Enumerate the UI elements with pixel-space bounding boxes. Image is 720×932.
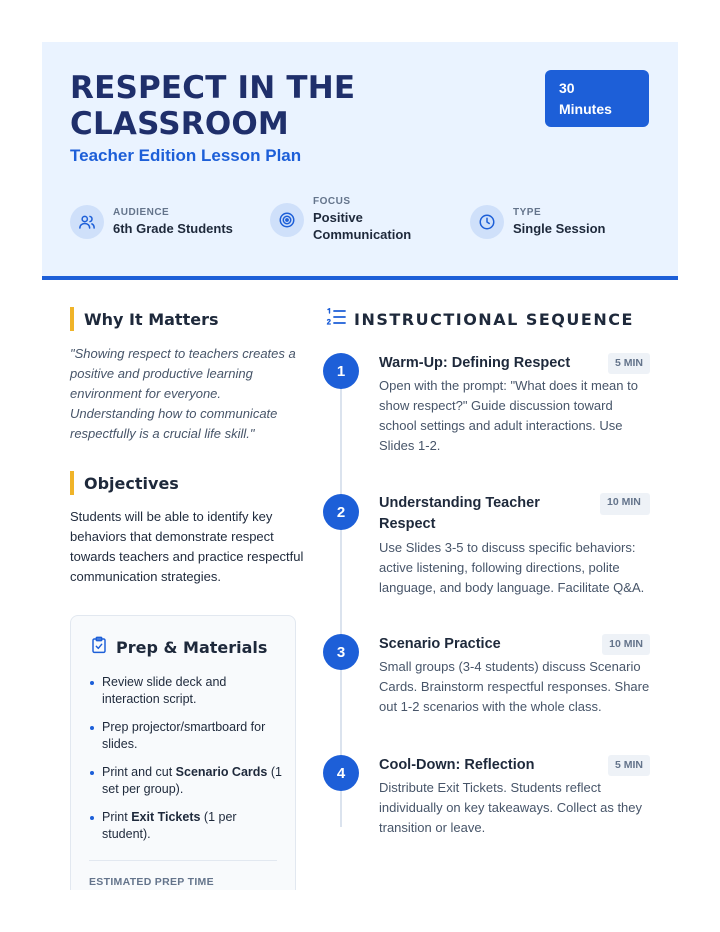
meta-value: 6th Grade Students [113,221,233,236]
target-icon [270,203,304,237]
section-title: Why It Matters [84,309,219,329]
sequence-title: INSTRUCTIONAL SEQUENCE [354,310,634,329]
page-title: RESPECT IN THE CLASSROOM [70,70,356,142]
meta-focus [270,196,423,243]
why-quote: "Showing respect to teachers creates a positive and productive learning environment for everyone. Understanding how to communicate respectfully is a crucial life skill." [70,346,296,441]
sequence-heading [326,308,634,331]
objectives-text: Students will be able to identify key behaviors that demonstrate respect towards teachers and practice respectful communication strategies. [70,509,304,584]
header-banner [42,42,678,280]
step-description: Small groups (3-4 students) discuss Scenario Cards. Brainstorm respectful responses. Share out 1-2 scenarios with the whole class. [379,659,650,714]
step-time-badge: 5 MIN [608,755,650,776]
duration-unit: Minutes [559,101,612,117]
meta-label: AUDIENCE [113,207,170,218]
accent-bar [70,307,74,331]
section-title: Objectives [84,473,179,493]
meta-audience [70,205,233,239]
step-number: 4 [323,755,359,791]
list-item: Print Exit Tickets (1 per student). [89,809,285,843]
step-number: 2 [323,494,359,530]
numbered-list-icon [326,308,346,331]
prep-time-label: ESTIMATED PREP TIME [89,876,214,888]
step-number: 1 [323,353,359,389]
step-number: 3 [323,634,359,670]
prep-heading [91,636,267,659]
page-subtitle: Teacher Edition Lesson Plan [70,146,302,165]
objectives-heading [70,471,179,495]
clock-icon [470,205,504,239]
users-icon [70,205,104,239]
list-item: Print and cut Scenario Cards (1 set per group). [89,764,285,798]
meta-label: FOCUS [313,196,351,207]
accent-bar [70,471,74,495]
meta-type [470,205,605,239]
step-title: Warm-Up: Defining Respect [379,355,571,371]
prep-materials-card [70,615,296,890]
step-description: Distribute Exit Tickets. Students reflect individually on key takeaways. Collect as they transition or leave. [379,780,643,835]
list-item: Prep projector/smartboard for slides. [89,719,285,753]
duration-badge [545,70,649,127]
step-title: Cool-Down: Reflection [379,757,535,773]
step-time-badge: 10 MIN [602,634,650,655]
meta-value: Positive Communication [313,210,412,242]
meta-label: TYPE [513,207,542,218]
divider [89,860,277,861]
step-time-badge: 10 MIN [600,493,650,515]
lesson-plan-page [42,42,678,890]
clipboard-check-icon [91,636,107,659]
duration-number: 30 [559,80,575,96]
list-item: Review slide deck and interaction script. [89,674,285,708]
step-description: Use Slides 3-5 to discuss specific behaviors: active listening, following directions, polite language, and body language. Facilitate Q&A. [379,540,645,595]
step-time-badge: 5 MIN [608,353,650,374]
prep-list [89,674,285,854]
meta-value: Single Session [513,221,606,236]
why-heading [70,307,219,331]
prep-title: Prep & Materials [116,638,268,657]
step-title: Scenario Practice [379,636,501,652]
step-title: Understanding Teacher Respect [379,495,540,532]
step-description: Open with the prompt: "What does it mean to show respect?" Guide discussion toward school settings and adult interactions. Use Slides 1-2. [379,378,638,453]
